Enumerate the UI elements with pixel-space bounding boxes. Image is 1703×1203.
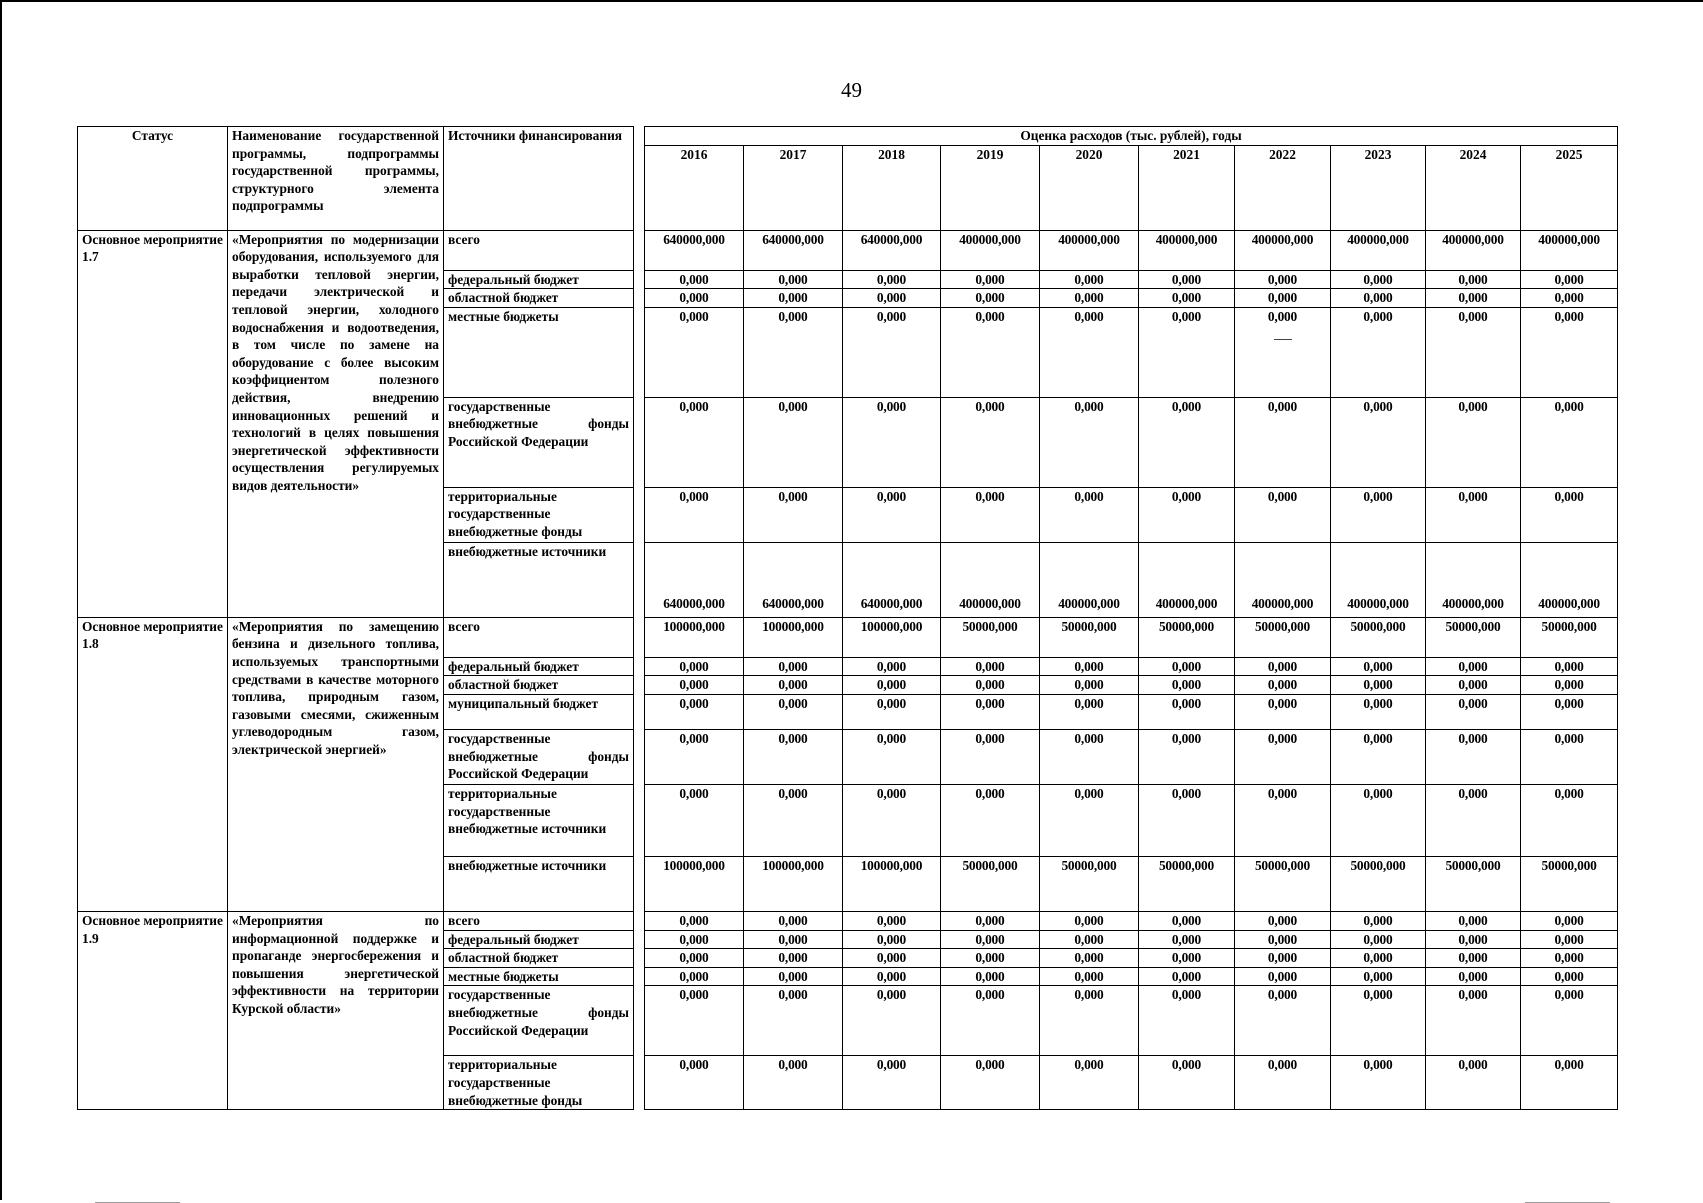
program-name-cell: «Мероприятия по информационной поддержке и пропаганде энергосбережения и повышения энергетической эффективности на территории Курской области»: [228, 911, 444, 1109]
amount-cell: 0,000: [1139, 289, 1235, 308]
amount-cell: 640000,000: [744, 542, 843, 617]
amount-cell: 400000,000: [1426, 230, 1521, 270]
amount-cell: 0,000: [1235, 694, 1331, 729]
amount-cell: 0,000: [1426, 949, 1521, 968]
amount-cell: 0,000: [843, 397, 941, 487]
amount-cell: 0,000: [1235, 397, 1331, 487]
amount-cell: 0,000: [1331, 949, 1426, 968]
funding-source-cell: федеральный бюджет: [444, 930, 634, 949]
amount-cell: 0,000: [744, 657, 843, 676]
amount-cell: 0,000: [744, 986, 843, 1056]
amount-cell: 0,000: [645, 911, 744, 930]
amount-cell: 0,000: [645, 784, 744, 856]
amount-cell: 0,000: [1426, 911, 1521, 930]
row-gap-cell: [634, 967, 645, 986]
amount-cell: 400000,000: [1521, 542, 1618, 617]
amount-cell: 0,000: [1426, 676, 1521, 695]
amount-cell: 0,000: [645, 307, 744, 397]
amount-cell: 0,000: [941, 911, 1040, 930]
amount-cell: 0,000: [1040, 967, 1139, 986]
amount-cell: 0,000: [941, 270, 1040, 289]
year-header: 2017: [744, 145, 843, 230]
amount-cell: 640000,000: [843, 542, 941, 617]
amount-cell: 50000,000: [1426, 856, 1521, 911]
amount-cell: 100000,000: [744, 617, 843, 657]
year-header: 2020: [1040, 145, 1139, 230]
amount-cell: 0,000: [1426, 270, 1521, 289]
funding-source-cell: всего: [444, 911, 634, 930]
amount-cell: 0,000: [941, 694, 1040, 729]
funding-source-cell: всего: [444, 617, 634, 657]
amount-cell: 0,000: [1521, 307, 1618, 397]
amount-cell: 0,000: [843, 307, 941, 397]
amount-cell: 0,000: [645, 270, 744, 289]
amount-cell: 0,000: [1331, 270, 1426, 289]
amount-cell: 0,000: [1235, 930, 1331, 949]
funding-source-cell: внебюджетные источники: [444, 542, 634, 617]
program-name-cell: «Мероприятия по замещению бензина и дизельного топлива, используемых транспортными средствами в качестве моторного топлива, природным газом, газовыми смесями, сжиженным углеводородным газом, электрической энергией»: [228, 617, 444, 911]
amount-cell: 50000,000: [1235, 856, 1331, 911]
amount-cell: 0,000: [1235, 784, 1331, 856]
row-gap-cell: [634, 856, 645, 911]
row-gap-cell: [634, 397, 645, 487]
year-header: 2021: [1139, 145, 1235, 230]
amount-cell: 0,000: [941, 657, 1040, 676]
amount-cell: 0,000: [1040, 986, 1139, 1056]
amount-cell: 0,000: [1331, 694, 1426, 729]
amount-cell: 0,000: [1331, 487, 1426, 542]
amount-cell: 640000,000: [645, 542, 744, 617]
amount-cell: 0,000: [843, 1056, 941, 1110]
amount-cell: 0,000: [744, 694, 843, 729]
amount-cell: 0,000: [843, 487, 941, 542]
header-sources: Источники финансирования: [444, 127, 634, 231]
header-gap: [634, 127, 645, 231]
amount-cell: 0,000: [1426, 289, 1521, 308]
amount-cell: 0,000: [941, 676, 1040, 695]
amount-cell: 0,000: [645, 657, 744, 676]
amount-cell: 50000,000: [1040, 617, 1139, 657]
status-cell: Основное мероприятие 1.8: [78, 617, 228, 911]
funding-source-cell: федеральный бюджет: [444, 270, 634, 289]
amount-cell: 0,000: [843, 930, 941, 949]
amount-cell: 0,000: [1331, 911, 1426, 930]
amount-cell: 0,000: [941, 729, 1040, 784]
amount-cell: 0,000: [1331, 930, 1426, 949]
amount-cell: 400000,000: [941, 542, 1040, 617]
amount-cell: 0,000: [1521, 911, 1618, 930]
row-gap-cell: [634, 270, 645, 289]
amount-cell: 0,000: [1331, 967, 1426, 986]
table-row: [78, 617, 1618, 657]
amount-cell: 0,000: [1331, 729, 1426, 784]
amount-cell: 0,000: [1235, 949, 1331, 968]
amount-cell: 0,000: [1521, 676, 1618, 695]
amount-cell: 0,000: [1521, 949, 1618, 968]
row-gap-cell: [634, 949, 645, 968]
scan-dash-mark: [1274, 339, 1292, 340]
amount-cell: 400000,000: [1235, 542, 1331, 617]
expenditure-table: [77, 126, 1618, 1110]
amount-cell: 0,000: [1040, 911, 1139, 930]
amount-cell: 0,000: [843, 986, 941, 1056]
amount-cell: 0,000: [1040, 1056, 1139, 1110]
amount-cell: 50000,000: [1521, 856, 1618, 911]
amount-cell: 400000,000: [1040, 542, 1139, 617]
amount-cell: 0,000: [1331, 657, 1426, 676]
amount-cell: 50000,000: [1331, 856, 1426, 911]
year-header: 2019: [941, 145, 1040, 230]
year-header: 2025: [1521, 145, 1618, 230]
amount-cell: 0,000: [1040, 657, 1139, 676]
funding-source-cell: внебюджетные источники: [444, 856, 634, 911]
amount-cell: 0,000: [941, 784, 1040, 856]
amount-cell: 0,000: [744, 949, 843, 968]
amount-cell: 0,000: [1426, 784, 1521, 856]
row-gap-cell: [634, 307, 645, 397]
amount-cell: 0,000: [1426, 487, 1521, 542]
amount-cell: 400000,000: [1235, 230, 1331, 270]
amount-cell: 0,000: [941, 986, 1040, 1056]
amount-cell: 0,000: [1040, 307, 1139, 397]
amount-cell: 0,000: [843, 270, 941, 289]
amount-cell: 0,000: [843, 289, 941, 308]
amount-cell: 0,000: [941, 967, 1040, 986]
row-gap-cell: [634, 230, 645, 270]
amount-cell: 0,000: [744, 729, 843, 784]
amount-cell: 0,000: [1235, 1056, 1331, 1110]
amount-cell: 100000,000: [645, 617, 744, 657]
amount-cell: 0,000: [1139, 784, 1235, 856]
amount-cell: 0,000: [744, 784, 843, 856]
amount-cell: 50000,000: [1040, 856, 1139, 911]
row-gap-cell: [634, 986, 645, 1056]
amount-cell: 0,000: [645, 1056, 744, 1110]
amount-cell: 400000,000: [941, 230, 1040, 270]
row-gap-cell: [634, 676, 645, 695]
row-gap-cell: [634, 729, 645, 784]
amount-cell: 0,000: [843, 729, 941, 784]
amount-cell: 0,000: [1426, 986, 1521, 1056]
amount-cell: 0,000: [1040, 949, 1139, 968]
row-gap-cell: [634, 694, 645, 729]
amount-cell: 0,000: [1139, 676, 1235, 695]
amount-cell: 0,000: [1331, 1056, 1426, 1110]
amount-cell: 0,000: [941, 1056, 1040, 1110]
amount-cell: 0,000: [744, 967, 843, 986]
amount-cell: 0,000: [1139, 949, 1235, 968]
amount-cell: 0,000: [1235, 911, 1331, 930]
amount-cell: 50000,000: [941, 617, 1040, 657]
amount-cell: 0,000: [1235, 967, 1331, 986]
amount-cell: 0,000: [941, 397, 1040, 487]
amount-cell: 0,000: [1139, 487, 1235, 542]
amount-cell: 0,000: [645, 930, 744, 949]
amount-cell: 0,000: [1521, 930, 1618, 949]
amount-cell: 0,000: [1426, 1056, 1521, 1110]
table-row: [78, 911, 1618, 930]
year-header: 2024: [1426, 145, 1521, 230]
amount-cell: 0,000: [1139, 986, 1235, 1056]
header-name: Наименование государственной программы, подпрограммы государственной программы, структурного элемента подпрограммы: [228, 127, 444, 231]
amount-cell: 0,000: [645, 397, 744, 487]
amount-cell: 0,000: [1139, 729, 1235, 784]
row-gap-cell: [634, 1056, 645, 1110]
amount-cell: 400000,000: [1426, 542, 1521, 617]
row-gap-cell: [634, 617, 645, 657]
amount-cell: 0,000: [744, 911, 843, 930]
amount-cell: 0,000: [1426, 657, 1521, 676]
amount-cell: 0,000: [1235, 676, 1331, 695]
amount-cell: 0,000: [843, 657, 941, 676]
amount-cell: 0,000: [1139, 911, 1235, 930]
amount-cell: 0,000: [1040, 289, 1139, 308]
amount-cell: 0,000: [1235, 487, 1331, 542]
amount-cell: 50000,000: [1521, 617, 1618, 657]
funding-source-cell: областной бюджет: [444, 676, 634, 695]
amount-cell: 400000,000: [1521, 230, 1618, 270]
status-cell: Основное мероприятие 1.9: [78, 911, 228, 1109]
funding-source-cell: местные бюджеты: [444, 307, 634, 397]
amount-cell: 400000,000: [1040, 230, 1139, 270]
amount-cell: 0,000: [1331, 676, 1426, 695]
page-border-left: [0, 0, 2, 1200]
amount-cell: 0,000: [1521, 397, 1618, 487]
amount-cell: 0,000: [1235, 270, 1331, 289]
amount-cell: 0,000: [1521, 784, 1618, 856]
amount-cell: 0,000: [941, 949, 1040, 968]
funding-source-cell: местные бюджеты: [444, 967, 634, 986]
amount-cell: 0,000: [1426, 967, 1521, 986]
row-gap-cell: [634, 542, 645, 617]
amount-cell: 0,000: [744, 270, 843, 289]
amount-cell: 0,000: [941, 930, 1040, 949]
amount-cell: 0,000: [1139, 270, 1235, 289]
amount-cell: 0,000: [941, 487, 1040, 542]
amount-cell: 0,000: [1139, 1056, 1235, 1110]
row-gap-cell: [634, 487, 645, 542]
page-border-top: [0, 0, 1703, 2]
year-header: 2023: [1331, 145, 1426, 230]
amount-cell: 0,000: [1235, 729, 1331, 784]
amount-cell: 0,000: [744, 289, 843, 308]
amount-cell: 0,000: [1521, 270, 1618, 289]
amount-cell: 0,000: [744, 676, 843, 695]
funding-source-cell: всего: [444, 230, 634, 270]
amount-cell: 640000,000: [744, 230, 843, 270]
amount-cell: 0,000: [1426, 397, 1521, 487]
amount-cell: 0,000: [1139, 930, 1235, 949]
amount-cell: 50000,000: [1426, 617, 1521, 657]
amount-cell: 0,000: [645, 487, 744, 542]
amount-cell: 400000,000: [1139, 230, 1235, 270]
amount-cell: 0,000: [1139, 694, 1235, 729]
row-gap-cell: [634, 930, 645, 949]
funding-source-cell: федеральный бюджет: [444, 657, 634, 676]
amount-cell: 0,000: [1331, 397, 1426, 487]
funding-source-cell: территориальные государственные внебюджетные фонды: [444, 487, 634, 542]
amount-cell: 0,000: [1521, 487, 1618, 542]
row-gap-cell: [634, 289, 645, 308]
amount-cell: 0,000: [1235, 289, 1331, 308]
amount-cell: 100000,000: [843, 856, 941, 911]
amount-cell: 50000,000: [941, 856, 1040, 911]
amount-cell: 0,000: [1426, 694, 1521, 729]
funding-source-cell: муниципальный бюджет: [444, 694, 634, 729]
funding-source-cell: территориальные государственные внебюджетные источники: [444, 784, 634, 856]
funding-source-cell: областной бюджет: [444, 289, 634, 308]
amount-cell: 0,000: [1235, 657, 1331, 676]
status-cell: Основное мероприятие 1.7: [78, 230, 228, 617]
amount-cell: 0,000: [1331, 307, 1426, 397]
funding-source-cell: государственные внебюджетные фонды Российской Федерации: [444, 397, 634, 487]
amount-cell: 0,000: [744, 930, 843, 949]
amount-cell: 50000,000: [1331, 617, 1426, 657]
amount-cell: 0,000: [1521, 729, 1618, 784]
amount-cell: 50000,000: [1235, 617, 1331, 657]
amount-cell: 0,000: [843, 949, 941, 968]
amount-cell: 0,000: [1040, 676, 1139, 695]
amount-cell: 0,000: [1331, 289, 1426, 308]
amount-cell: 50000,000: [1139, 617, 1235, 657]
amount-cell: 0,000: [1040, 694, 1139, 729]
amount-cell: 0,000: [843, 911, 941, 930]
amount-cell: 0,000: [645, 967, 744, 986]
amount-cell: 0,000: [1235, 986, 1331, 1056]
amount-cell: 100000,000: [744, 856, 843, 911]
amount-cell: 0,000: [1521, 986, 1618, 1056]
amount-cell: 0,000: [645, 986, 744, 1056]
amount-cell: 0,000: [744, 397, 843, 487]
amount-cell: 50000,000: [1139, 856, 1235, 911]
amount-cell: 0,000: [645, 729, 744, 784]
amount-cell: 0,000: [941, 307, 1040, 397]
amount-cell: 0,000: [941, 289, 1040, 308]
funding-source-cell: государственные внебюджетные фонды Российской Федерации: [444, 986, 634, 1056]
amount-cell: 0,000: [1139, 657, 1235, 676]
amount-cell: 0,000: [1040, 487, 1139, 542]
amount-cell: 0,000: [744, 307, 843, 397]
amount-cell: 0,000: [1040, 270, 1139, 289]
amount-cell: 0,000: [1426, 930, 1521, 949]
funding-source-cell: областной бюджет: [444, 949, 634, 968]
row-gap-cell: [634, 911, 645, 930]
amount-cell: 400000,000: [1139, 542, 1235, 617]
funding-source-cell: государственные внебюджетные фонды Российской Федерации: [444, 729, 634, 784]
amount-cell: 0,000: [1521, 289, 1618, 308]
amount-cell: 0,000: [1331, 986, 1426, 1056]
amount-cell: 0,000: [1426, 729, 1521, 784]
amount-cell: 0,000: [1521, 694, 1618, 729]
amount-cell: 0,000: [1426, 307, 1521, 397]
amount-cell: 0,000: [1521, 1056, 1618, 1110]
amount-cell: 0,000: [1331, 784, 1426, 856]
table-row: [78, 230, 1618, 270]
amount-cell: 0,000: [645, 289, 744, 308]
amount-cell: 0,000: [1139, 397, 1235, 487]
amount-cell: 0,000: [645, 694, 744, 729]
amount-cell: 100000,000: [645, 856, 744, 911]
page-number: 49: [841, 78, 862, 102]
row-gap-cell: [634, 657, 645, 676]
amount-cell: 0,000: [1521, 967, 1618, 986]
funding-source-cell: территориальные государственные внебюджетные фонды: [444, 1056, 634, 1110]
amount-cell: 0,000: [1139, 967, 1235, 986]
amount-cell: 0,000: [744, 487, 843, 542]
row-gap-cell: [634, 784, 645, 856]
amount-cell: 100000,000: [843, 617, 941, 657]
amount-cell: 0,000: [1040, 397, 1139, 487]
header-status: Статус: [78, 127, 228, 231]
amount-cell: 640000,000: [843, 230, 941, 270]
amount-cell: 0,000: [1040, 930, 1139, 949]
year-header: 2022: [1235, 145, 1331, 230]
amount-cell: 0,000: [843, 967, 941, 986]
year-header: 2018: [843, 145, 941, 230]
amount-cell: 0,000: [843, 694, 941, 729]
amount-cell: 0,000: [843, 784, 941, 856]
amount-cell: 0,000: [1235, 307, 1331, 397]
amount-cell: 0,000: [1139, 307, 1235, 397]
amount-cell: 0,000: [744, 1056, 843, 1110]
amount-cell: 0,000: [1521, 657, 1618, 676]
program-name-cell: «Мероприятия по модернизации оборудования, используемого для выработки тепловой энергии, передачи электрической и тепловой энергии, холодного водоснабжения и водоотведения, в том числе по замене на оборудование с более высоким коэффициентом полезного действия, внедрению инновационных решений и технологий в целях повышения энергетической эффективности осуществления регулируемых видов деятельности»: [228, 230, 444, 617]
amount-cell: 0,000: [645, 676, 744, 695]
amount-cell: 400000,000: [1331, 230, 1426, 270]
amount-cell: 0,000: [1040, 729, 1139, 784]
year-header: 2016: [645, 145, 744, 230]
amount-cell: 0,000: [645, 949, 744, 968]
amount-cell: 400000,000: [1331, 542, 1426, 617]
amount-cell: 0,000: [1040, 784, 1139, 856]
amount-cell: 0,000: [843, 676, 941, 695]
header-estimate: Оценка расходов (тыс. рублей), годы: [645, 127, 1618, 146]
amount-cell: 640000,000: [645, 230, 744, 270]
